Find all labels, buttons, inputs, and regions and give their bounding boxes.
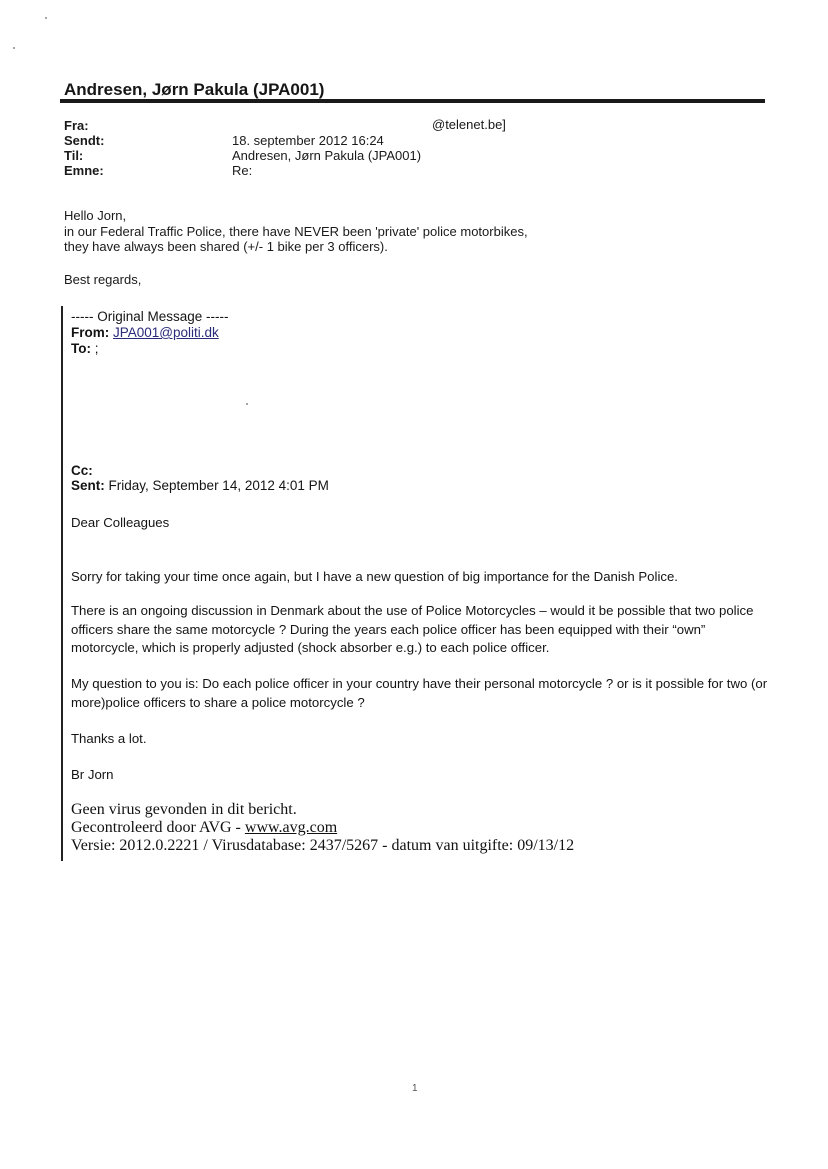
original-sent-row bbox=[71, 478, 329, 493]
reply-line-2: they have always been shared (+/- 1 bike per 3 officers). bbox=[64, 239, 388, 254]
scan-speck bbox=[246, 403, 248, 405]
original-from-label: From: bbox=[71, 325, 110, 340]
from-value: @telenet.be] bbox=[432, 117, 506, 132]
avg-line-3: Versie: 2012.0.2221 / Virusdatabase: 2437/5267 - datum van uitgifte: 09/13/12 bbox=[71, 837, 575, 854]
original-to-value: ; bbox=[94, 341, 99, 356]
sent-value: 18. september 2012 16:24 bbox=[232, 133, 384, 148]
avg-website-link[interactable]: www.avg.com bbox=[244, 819, 338, 836]
sent-label: Sendt: bbox=[64, 133, 105, 148]
to-value: Andresen, Jørn Pakula (JPA001) bbox=[232, 148, 422, 163]
avg-line-1: Geen virus gevonden in dit bericht. bbox=[71, 801, 297, 818]
subject-value: Re: bbox=[232, 163, 253, 178]
original-message-marker: ----- Original Message ----- bbox=[71, 309, 229, 324]
original-sent-label: Sent: bbox=[71, 478, 105, 493]
original-paragraph-1: Sorry for taking your time once again, but I have a new question of big importance for the Danish Police. bbox=[71, 569, 678, 584]
original-cc-label: Cc: bbox=[71, 463, 93, 478]
original-to-row bbox=[71, 341, 99, 356]
avg-line-2-prefix: Gecontroleerd door AVG - bbox=[71, 819, 245, 836]
reply-line-1: in our Federal Traffic Police, there have NEVER been 'private' police motorbikes, bbox=[64, 224, 528, 239]
quote-bar bbox=[61, 306, 63, 861]
reply-greeting: Hello Jorn, bbox=[64, 208, 127, 223]
reply-closing: Best regards, bbox=[64, 272, 142, 287]
subject-label: Emne: bbox=[64, 163, 104, 178]
original-thanks: Thanks a lot. bbox=[71, 731, 147, 746]
to-label: Til: bbox=[64, 148, 84, 163]
scan-speck bbox=[13, 47, 15, 49]
original-signoff: Br Jorn bbox=[71, 767, 114, 782]
page-number: 1 bbox=[412, 1083, 418, 1094]
original-from-email-link[interactable]: JPA001@politi.dk bbox=[113, 325, 219, 340]
avg-line-2 bbox=[71, 819, 337, 837]
original-paragraph-3: My question to you is: Do each police officer in your country have their personal motorcycle ? or is it possible for two (or more)police officers to share a police motorcycle ? bbox=[71, 676, 768, 710]
sender-name: Andresen, Jørn Pakula (JPA001) bbox=[64, 80, 325, 99]
original-salutation: Dear Colleagues bbox=[71, 515, 170, 530]
original-paragraph-2: There is an ongoing discussion in Denmark about the use of Police Motorcycles – would it be possible that two police officers share the same motorcycle ? During the years each police officer has been equipped with their “own” motorcycle, which is properly adjusted (shock absorber e.g.) to each police officer. bbox=[71, 603, 754, 655]
original-from-row bbox=[71, 325, 219, 340]
original-sent-value: Friday, September 14, 2012 4:01 PM bbox=[108, 478, 329, 493]
scan-speck bbox=[45, 17, 47, 19]
from-label: Fra: bbox=[64, 118, 89, 133]
original-to-label: To: bbox=[71, 341, 91, 356]
header-rule bbox=[60, 99, 765, 103]
